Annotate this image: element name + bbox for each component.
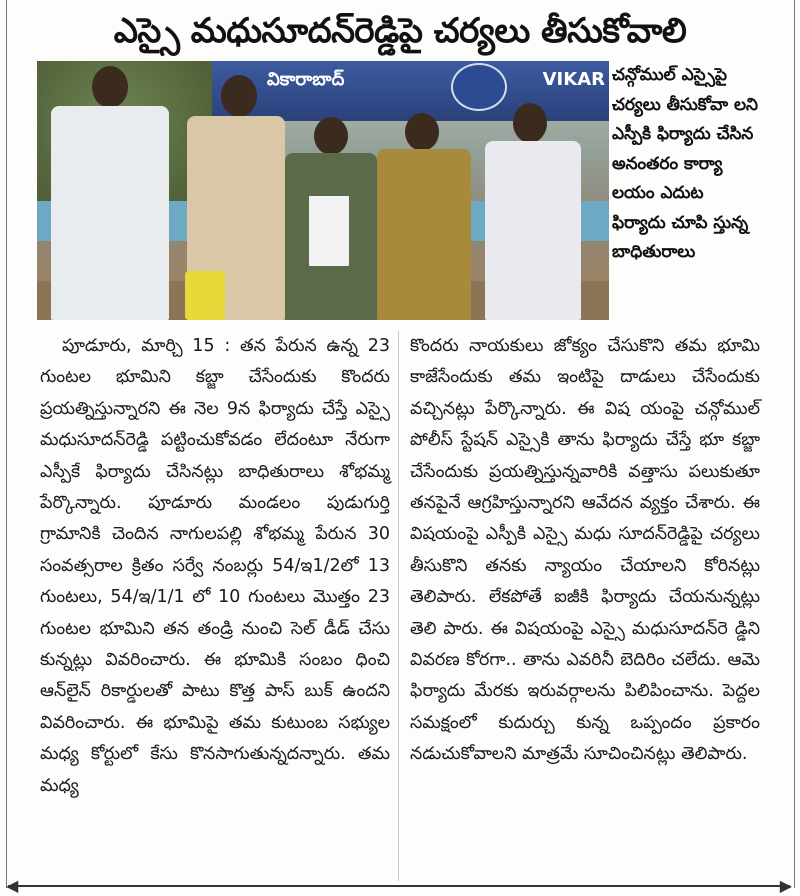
photo-caption: చన్గోముల్ ఎస్సైపై చర్యలు తీసుకోవా లని ఎస్పీకి ఫిర్యాదు చేసిన అనంతరం కార్యా లయం ఎదుట ఫిర్యాదు చూపి స్తున్న బాధితురాలు	[612, 65, 758, 262]
person-4	[377, 149, 471, 320]
person-5-head	[513, 103, 547, 143]
news-photo	[37, 61, 609, 320]
article-column-left	[40, 331, 390, 802]
person-5	[485, 141, 581, 320]
person-2-head	[221, 75, 257, 117]
person-4-head	[405, 113, 439, 151]
article-text-left: పూడూరు, మార్చి 15 : తన పేరున ఉన్న 23 గుంటల భూమిని కబ్జా చేసేందుకు కొందరు ప్రయత్నిస్తున్నారని ఈ నెల 9న ఫిర్యాదు చేస్తే ఎస్సై మధుసూదన్‌రెడ్డి పట్టించుకోవడం లేదంటూ నేరుగా ఎస్పీకే ఫిర్యాదు చేసినట్లు బాధితురాలు శోభమ్మ పేర్కొన్నారు. పూడూరు మండలం పుడుగుర్తి గ్రామానికి చెందిన నాగులపల్లి శోభమ్మ పేరున 30 సంవత్సరాల క్రితం సర్వే నంబర్లు 54/ఇ1/2లో 13 గుంటలు, 54/ఇ/1/1 లో 10 గుంటలు మొత్తం 23 గుంటల భూమిని తన తండ్రి నుంచి సెల్ డీడ్ చేసు కున్నట్లు వివరించారు. ఈ భూమికి సంబం ధించి ఆన్‌లైన్ రికార్డులతో పాటు కొత్త పాస్ బుక్ ఉందని వివరించారు. ఈ భూమిపై తమ కుటుంబ సభ్యుల మధ్య కోర్టులో కేసు కొనసాగుతున్నదన్నారు. తమ మధ్య	[40, 336, 390, 796]
banner-text-right: VIKAR	[542, 69, 605, 90]
police-seal	[451, 63, 507, 111]
person-1-head	[92, 66, 128, 108]
complaint-paper	[309, 196, 349, 266]
column-divider	[398, 331, 399, 881]
arrow-left-icon: ◀	[6, 876, 19, 895]
headline: ఎస్సై మధుసూదన్‌రెడ్డిపై చర్యలు తీసుకోవాలి	[113, 11, 687, 51]
person-3-head	[314, 117, 348, 155]
bottom-rule	[8, 885, 790, 887]
arrow-right-icon: ▶	[779, 876, 792, 895]
article-column-right	[410, 331, 760, 771]
article-text-right: కొందరు నాయకులు జోక్యం చేసుకొని తమ భూమి కాజేసేందుకు తమ ఇంటిపై దాడులు చేసేందుకు వచ్చినట్లు పేర్కొన్నారు. ఈ విష యంపై చన్గోముల్ పోలీస్ స్టేషన్ ఎస్సైకి తాను ఫిర్యాదు చేస్తే భూ కబ్జా చేసేందుకు ప్రయత్నిస్తున్నవారికి వత్తాసు పలుకుతూ తనపైనే ఆగ్రహిస్తున్నారని ఆవేదన వ్యక్తం చేశారు. ఈ విషయంపై ఎస్పీకి ఎస్సై మధు సూదన్‌రెడ్డిపై చర్యలు తీసుకొని తనకు న్యాయం చేయాలని కోరినట్లు తెలిపారు. లేకపోతే ఐజీకి ఫిర్యాదు చేయనున్నట్లు తెలి పారు. ఈ విషయంపై ఎస్సై మధుసూదన్‌రె డ్డిని వివరణ కోరగా.. తాను ఎవరినీ బెదిరిం చలేదు. ఆమె ఫిర్యాదు మేరకు ఇరువర్గాలను పిలిపించాను. పెద్దల సమక్షంలో కుదుర్చు కున్న ఒప్పందం ప్రకారం నడుచుకోవాలని మాత్రమే సూచించినట్లు తెలిపారు.	[410, 336, 760, 765]
banner-text: వికారాబాద్	[267, 69, 345, 90]
yellow-can	[185, 271, 225, 320]
person-1	[51, 106, 169, 320]
